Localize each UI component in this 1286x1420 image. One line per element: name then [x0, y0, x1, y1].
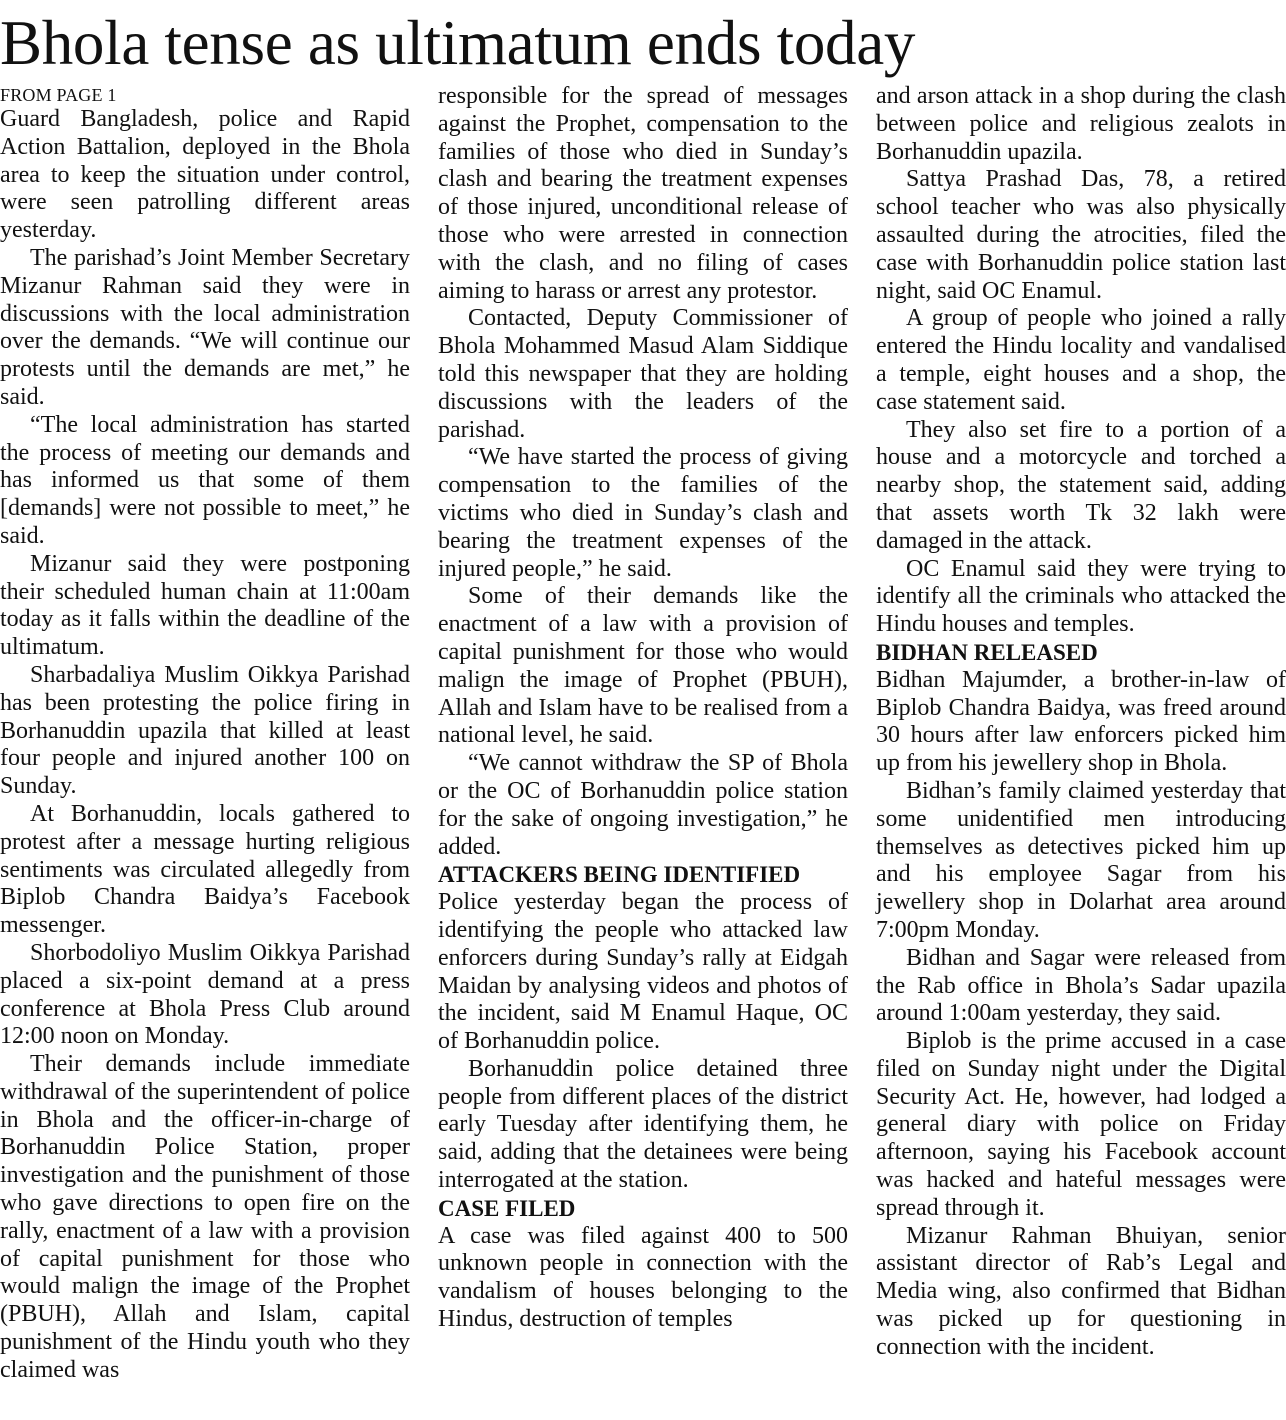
paragraph: Mizanur Rahman Bhuiyan, senior assistant director of Rab’s Legal and Media wing, also confirmed that Bidhan was picked up for questioning in connection with the incident.	[876, 1222, 1286, 1360]
paragraph: Some of their demands like the enactment of a law with a provision of capital punishment for those who would malign the image of Prophet (PBUH), Allah and Islam have to be realised from a national level, he said.	[438, 583, 848, 749]
paragraph: Their demands include immediate withdrawal of the superintendent of police in Bhola and the officer-in-charge of Borhanuddin Police Station, proper investigation and the punishment of those who gave directions to open fire on the rally, enactment of a law with a provision of capital punishment for those who would malign the image of the Prophet (PBUH), Allah and Islam, capital punishment of the Hindu youth who they claimed was	[0, 1051, 410, 1383]
subhead: CASE FILED	[438, 1195, 576, 1221]
paragraph: OC Enamul said they were trying to identify all the criminals who attacked the Hindu houses and temples.	[876, 555, 1286, 638]
paragraph: A group of people who joined a rally entered the Hindu locality and vandalised a temple, eight houses and a shop, the case statement said.	[876, 305, 1286, 415]
headline: Bhola tense as ultimatum ends today	[0, 8, 916, 78]
paragraph: At Borhanuddin, locals gathered to protest after a message hurting religious sentiments was circulated allegedly from Biplob Chandra Baidya’s Facebook messenger.	[0, 800, 410, 939]
paragraph: Bidhan and Sagar were released from the Rab office in Bhola’s Sadar upazila around 1:00am yesterday, they said.	[876, 944, 1286, 1027]
paragraph: Police yesterday began the process of identifying the people who attacked law enforcers during Sunday’s rally at Eidgah Maidan by analysing videos and photos of the incident, said M Enamul Haque, OC of Borhanuddin police.	[438, 889, 848, 1055]
paragraph: Borhanuddin police detained three people from different places of the district early Tuesday after identifying them, he said, adding that the detainees were being interrogated at the station.	[438, 1055, 848, 1194]
paragraph: Sattya Prashad Das, 78, a retired school teacher who was also physically assaulted during the atrocities, filed the case with Borhanuddin police station last night, said OC Enamul.	[876, 166, 1286, 304]
article-column-1	[0, 84, 410, 1385]
paragraph: “We have started the process of giving compensation to the families of the victims who died in Sunday’s clash and bearing the treatment expenses of the injured people,” he said.	[438, 444, 848, 582]
subhead: BIDHAN RELEASED	[876, 639, 1098, 665]
paragraph: “The local administration has started the process of meeting our demands and has informed us that some of them [demands] were not possible to meet,” he said.	[0, 411, 410, 549]
paragraph: Guard Bangladesh, police and Rapid Action Battalion, deployed in the Bhola area to keep the situation under control, were seen patrolling different areas yesterday.	[0, 106, 410, 244]
paragraph: They also set fire to a portion of a house and a motorcycle and torched a nearby shop, the statement said, adding that assets worth Tk 32 lakh were damaged in the attack.	[876, 416, 1286, 554]
paragraph: The parishad’s Joint Member Secretary Mizanur Rahman said they were in discussions with the local administration over the demands. “We will continue our protests until the demands are met,” he said.	[0, 244, 410, 410]
paragraph: responsible for the spread of messages against the Prophet, compensation to the families of those who died in Sunday’s clash and bearing the treatment expenses of those injured, unconditional release of those who were arrested in connection with the clash, and no filing of cases aiming to harass or arrest any protestor.	[438, 83, 848, 304]
paragraph: Mizanur said they were postponing their scheduled human chain at 11:00am today as it falls within the deadline of the ultimatum.	[0, 550, 410, 661]
paragraph: Biplob is the prime accused in a case filed on Sunday night under the Digital Security Act. He, however, had lodged a general diary with police on Friday afternoon, saying his Facebook account was hacked and hateful messages were spread through it.	[876, 1028, 1286, 1221]
paragraph: Bidhan’s family claimed yesterday that some unidentified men introducing themselves as detectives picked him up and his employee Sagar from his jewellery shop in Dolarhat area around 7:00pm Monday.	[876, 777, 1286, 943]
paragraph: Bidhan Majumder, a brother-in-law of Biplob Chandra Baidya, was freed around 30 hours after law enforcers picked him up from his jewellery shop in Bhola.	[876, 666, 1286, 777]
paragraph: Contacted, Deputy Commissioner of Bhola Mohammed Masud Alam Siddique told this newspaper that they are holding discussions with the leaders of the parishad.	[438, 305, 848, 443]
paragraph: Sharbadaliya Muslim Oikkya Parishad has been protesting the police firing in Borhanuddin upazila that killed at least four people and injured another 100 on Sunday.	[0, 661, 410, 800]
paragraph: Shorbodoliyo Muslim Oikkya Parishad placed a six-point demand at a press conference at Bhola Press Club around 12:00 noon on Monday.	[0, 939, 410, 1050]
subhead: ATTACKERS BEING IDENTIFIED	[438, 862, 801, 888]
paragraph: A case was filed against 400 to 500 unknown people in connection with the vandalism of houses belonging to the Hindus, destruction of temples	[438, 1222, 848, 1333]
article-column-3	[876, 83, 1286, 1362]
article-column-2	[438, 83, 848, 1334]
jump-label: FROM PAGE 1	[0, 85, 117, 105]
paragraph: “We cannot withdraw the SP of Bhola or the OC of Borhanuddin police station for the sake of ongoing investigation,” he added.	[438, 750, 848, 860]
paragraph: and arson attack in a shop during the clash between police and religious zealots in Borhanuddin upazila.	[876, 83, 1286, 165]
